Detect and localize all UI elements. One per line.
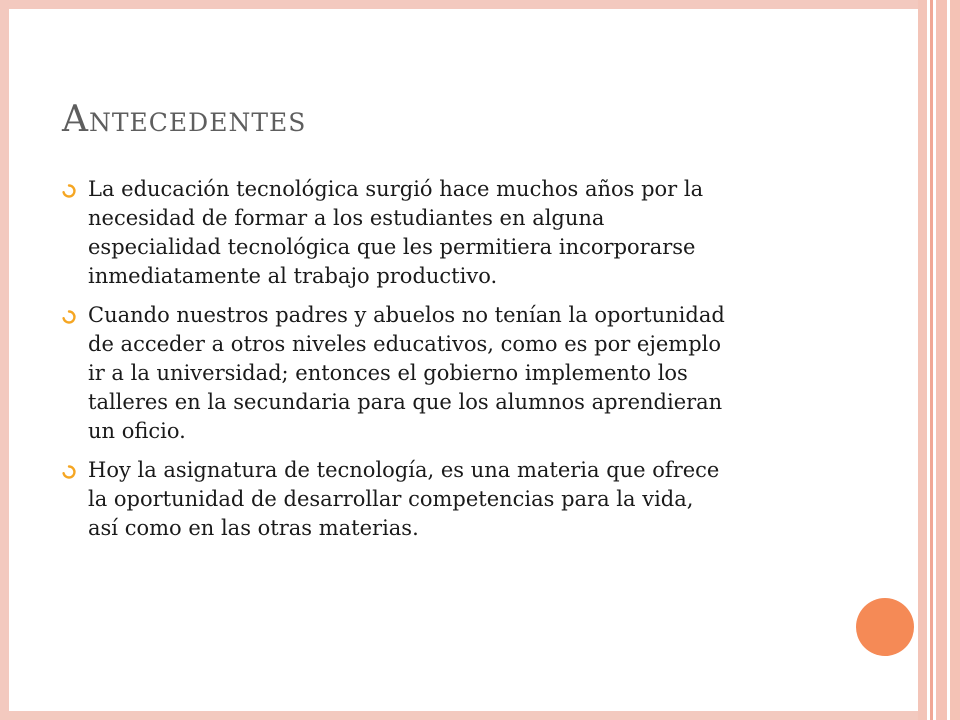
slide-title: Antecedentes (62, 99, 307, 140)
bullet-text: Hoy la asignatura de tecnología, es una materia que ofrece la oportunidad de desarrollar competencias para la vida, así como en las otras materias. (88, 458, 720, 540)
bullet-ring-icon (62, 465, 76, 479)
right-stripe (918, 0, 927, 720)
bullet-item (62, 301, 842, 446)
bullet-text: La educación tecnológica surgió hace muchos años por la necesidad de formar a los estudiantes en alguna especialidad tecnológica que les permitiera incorporarse inmediatamente al trabajo productivo. (88, 177, 704, 288)
bullet-list (62, 175, 842, 553)
right-stripe (950, 0, 960, 720)
decorative-orange-circle (856, 598, 914, 656)
bullet-item (62, 175, 842, 291)
bullet-ring-icon (62, 184, 76, 198)
bullet-ring-icon (62, 310, 76, 324)
bullet-text: Cuando nuestros padres y abuelos no tenían la oportunidad de acceder a otros niveles educativos, como es por ejemplo ir a la universidad; entonces el gobierno implemento los talleres en la secundaria para que los alumnos aprendieran un oficio. (88, 303, 725, 443)
right-stripe (936, 0, 947, 720)
bullet-item (62, 456, 842, 543)
